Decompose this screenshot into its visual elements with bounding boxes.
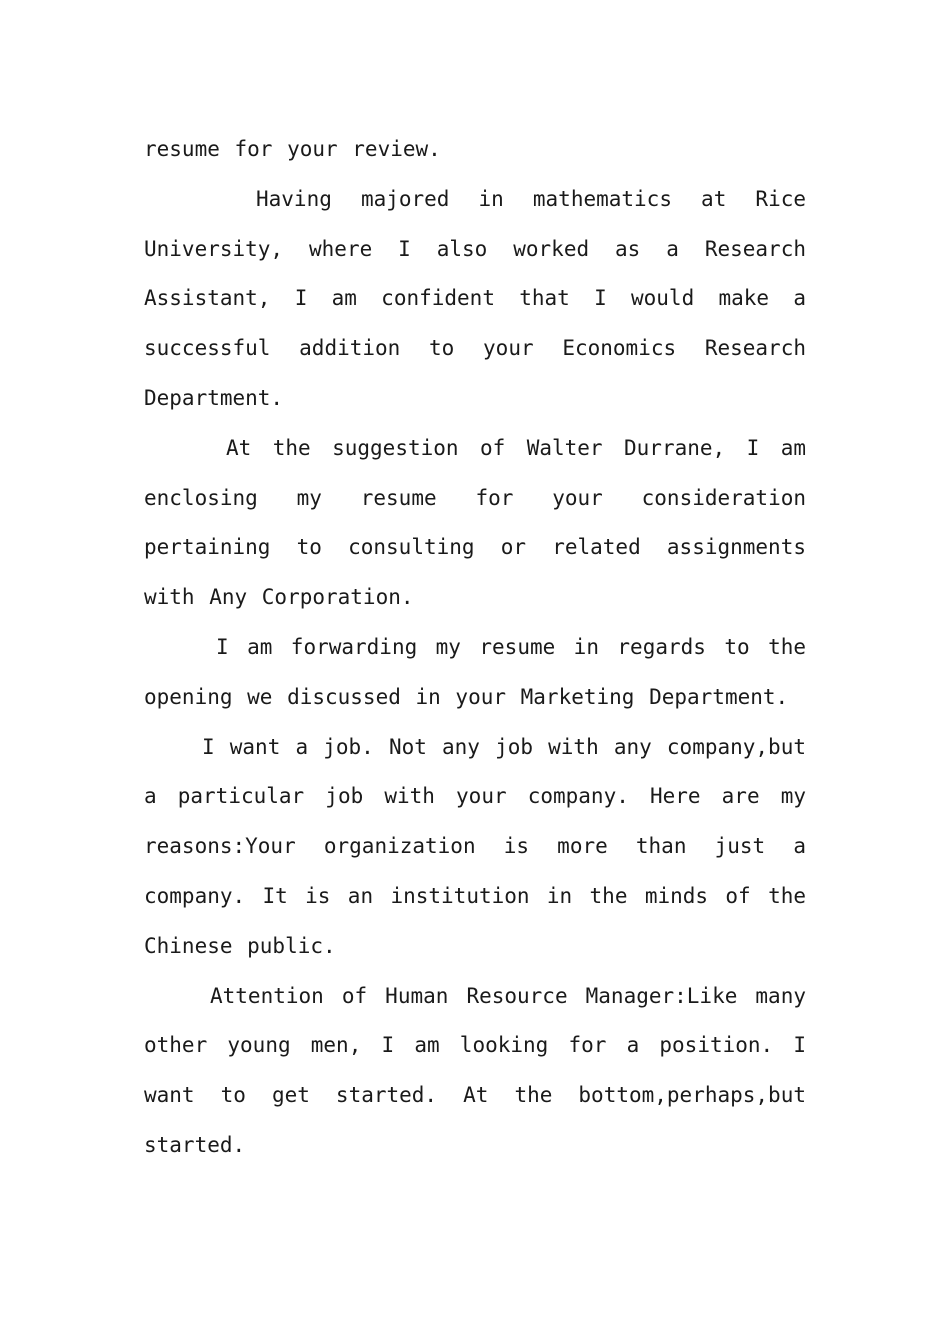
letter-body: [144, 125, 806, 1171]
paragraph-walter-durrane: At the suggestion of Walter Durrane, I am enclosing my resume for your consideration pertaining to consulting or related assignments with Any Corporation.: [144, 435, 806, 610]
paragraph-marketing-department: I am forwarding my resume in regards to the opening we discussed in your Marketing Department.: [144, 634, 806, 709]
paragraph-mathematics-rice: Having majored in mathematics at Rice University, where I also worked as a Research Assistant, I am confident that I would make a successful addition to your Economics Research Department.: [144, 186, 806, 410]
paragraph-resume-review: resume for your review.: [144, 137, 441, 161]
paragraph-want-a-job: I want a job. Not any job with any company,but a particular job with your company. Here are my reasons:Your organization is more than just a company. It is an institution in the minds of the Chinese public.: [144, 734, 806, 958]
paragraph-hr-manager: Attention of Human Resource Manager:Like many other young men, I am looking for a position. I want to get started. At the bottom,perhaps,but started.: [144, 983, 806, 1157]
